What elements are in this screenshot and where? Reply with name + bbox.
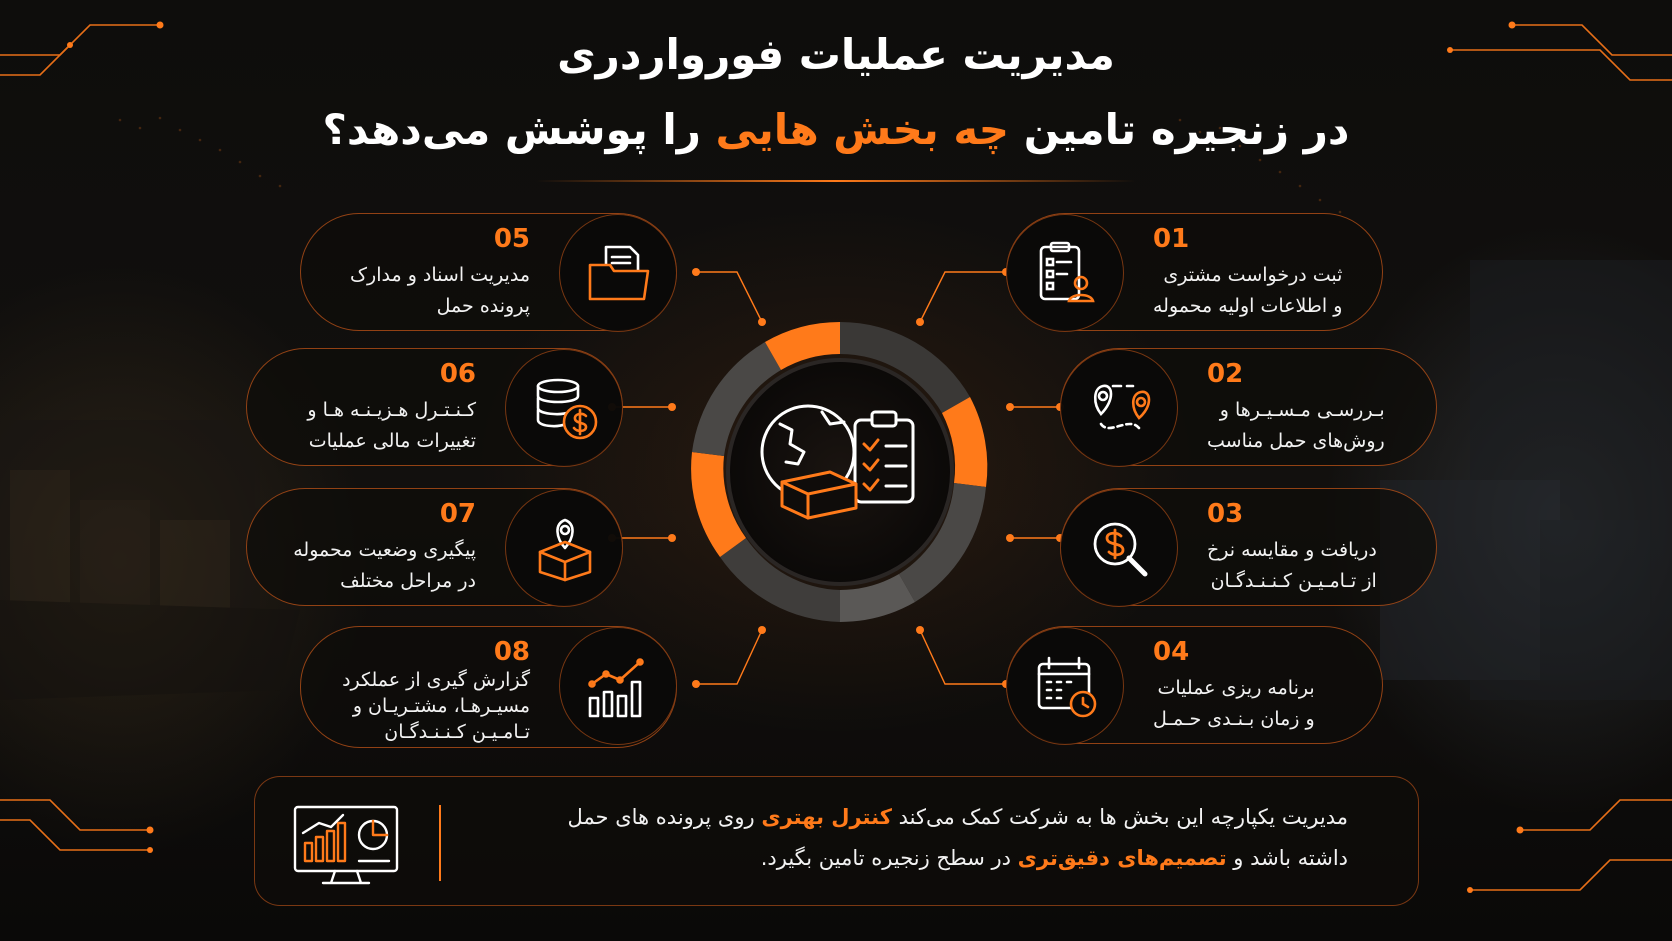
item-07 [246,488,623,606]
item-06-number: 06 [439,359,476,389]
item-03-text [1207,535,1377,597]
item-03 [1060,488,1437,606]
item-01-line-1: ثبت درخواست مشتری [1163,264,1343,286]
item-08-number: 08 [493,637,530,667]
item-04-line-2: و زمان بـنـدی حـمـل [1153,708,1315,730]
item-05-number: 05 [493,224,530,254]
title-line-2-part1: در زنجیره تامین [1009,105,1350,154]
item-08-line-3: تـامـیـن کـنـنـدگـان [384,721,530,743]
item-06-line-2: تغییرات مالی عملیات [308,430,476,452]
item-01-text [1153,260,1342,322]
title-highlight: چه بخش هایی [715,105,1010,154]
item-07-number: 07 [439,499,476,529]
folder-document-icon [584,239,654,309]
item-02 [1060,348,1437,466]
item-08-text [342,667,530,745]
item-07-line-2: در مراحل مختلف [340,570,476,592]
summary-text-4: در سطح زنجیره تامین بگیرد. [760,846,1018,870]
title-divider [536,180,1136,182]
item-01-line-2: و اطلاعات اولیه محموله [1153,295,1343,317]
item-07-icon-circle [505,489,623,607]
item-03-icon-circle [1060,489,1178,607]
item-02-line-2: روش‌های حمل مناسب [1207,430,1385,452]
title-line-1: مدیریت عملیات فورواردری [557,30,1115,79]
summary-text-3: داشته باشد و [1226,846,1348,870]
summary-separator [439,805,441,881]
item-05-text [350,260,530,322]
item-05-line-2: پرونده حمل [436,295,530,317]
item-02-text [1207,395,1385,457]
central-hub [680,312,1000,632]
summary-highlight-1: کنترل بهتری [761,805,892,829]
summary-box [254,776,1419,906]
item-04 [1006,626,1383,744]
item-08 [300,626,677,748]
item-04-line-1: برنامه ریزی عملیات [1157,677,1315,699]
item-02-number: 02 [1207,359,1244,389]
item-03-line-1: دریافت و مقایسه نرخ [1207,539,1377,561]
item-07-line-1: پیگیری وضعیت محموله [293,539,476,561]
item-02-icon-circle [1060,349,1178,467]
item-08-line-1: گزارش گیری از عملکرد [342,669,530,691]
hub-core [728,360,952,584]
item-04-text [1153,673,1315,735]
summary-highlight-2: تصمیم‌های دقیق‌تری [1017,846,1227,870]
item-06-text [307,395,476,457]
item-04-icon-circle [1006,627,1124,745]
item-01-icon-circle [1006,214,1124,332]
item-08-line-2: مسیـرهـا، مشتـریـان و [352,695,530,717]
package-location-icon [530,514,600,584]
item-08-icon-circle [559,627,677,745]
calendar-clock-icon [1031,652,1101,722]
item-06-line-1: کـنـتـرل هـزیـنـه هـا و [307,399,476,421]
item-05 [300,213,677,331]
chart-trend-icon [584,652,654,722]
item-07-text [293,535,476,597]
summary-text-1: مدیریت یکپارچه این بخش ها به شرکت کمک می‌کند [891,805,1348,829]
clipboard-user-icon [1031,239,1101,309]
summary-text [468,797,1348,879]
item-05-icon-circle [559,214,677,332]
item-03-number: 03 [1207,499,1244,529]
item-01 [1006,213,1383,331]
container-stacks-silhouette [1380,260,1672,700]
item-01-number: 01 [1153,224,1190,254]
item-05-line-1: مدیریت اسناد و مدارک [350,264,530,286]
title-line-2 [0,105,1672,154]
dollar-search-icon [1085,514,1155,584]
item-06 [246,348,623,466]
route-pins-icon [1085,374,1155,444]
item-04-number: 04 [1153,637,1190,667]
summary-text-2: روی پرونده های حمل [567,805,762,829]
coins-dollar-icon [530,374,600,444]
monitor-analytics-icon [291,803,401,887]
title-line-2-part2: را پوشش می‌دهد؟ [322,105,716,154]
item-06-icon-circle [505,349,623,467]
item-03-line-2: از تـامـیـن کـنـنـدگـان [1210,570,1377,592]
item-02-line-1: بـررسـی مـسـیـرها و [1219,399,1385,421]
